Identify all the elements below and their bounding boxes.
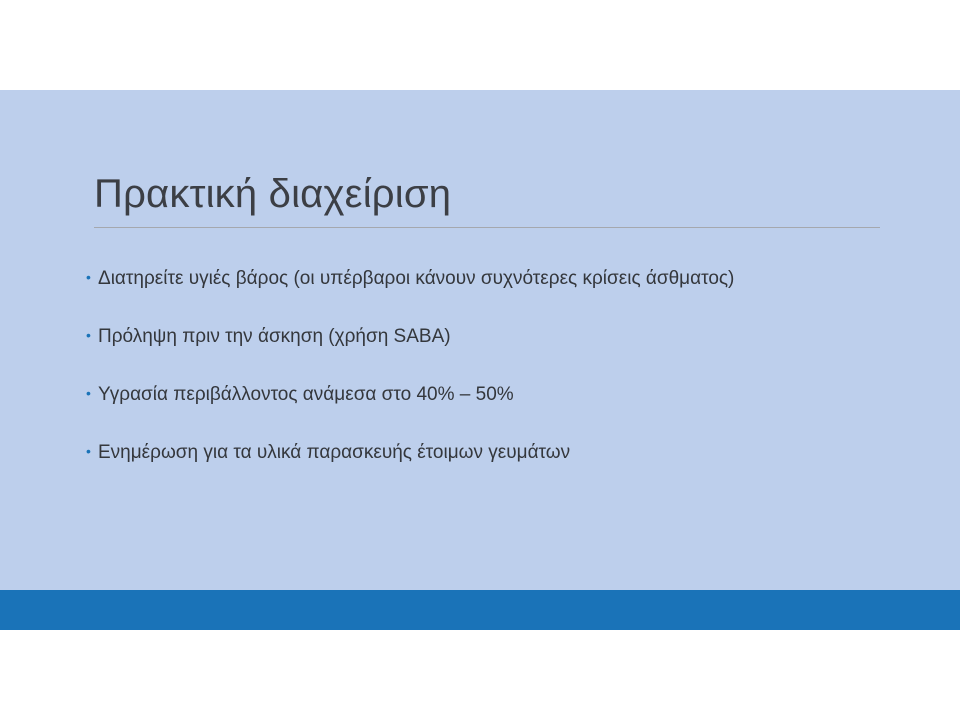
- bullet-text: Ενημέρωση για τα υλικά παρασκευής έτοιμων γευμάτων: [98, 442, 571, 463]
- bullet-dot-icon: •: [86, 269, 91, 285]
- title-divider: [94, 227, 880, 228]
- bullet-text: Διατηρείτε υγιές βάρος (οι υπέρβαροι κάνουν συχνότερες κρίσεις άσθματος): [98, 268, 735, 289]
- bullet-text: Υγρασία περιβάλλοντος ανάμεσα στο 40% – 50%: [98, 384, 514, 405]
- bullet-dot-icon: •: [86, 385, 91, 401]
- slide-title: Πρακτική διαχείριση: [94, 172, 452, 216]
- accent-bar: [0, 590, 960, 630]
- bullet-dot-icon: •: [86, 327, 91, 343]
- bullet-list: [86, 268, 734, 500]
- bullet-item: [86, 384, 734, 442]
- bullet-dot-icon: •: [86, 443, 91, 459]
- bullet-text: Πρόληψη πριν την άσκηση (χρήση SABA): [98, 326, 451, 347]
- bullet-item: [86, 442, 734, 500]
- bullet-item: [86, 326, 734, 384]
- bullet-item: [86, 268, 734, 326]
